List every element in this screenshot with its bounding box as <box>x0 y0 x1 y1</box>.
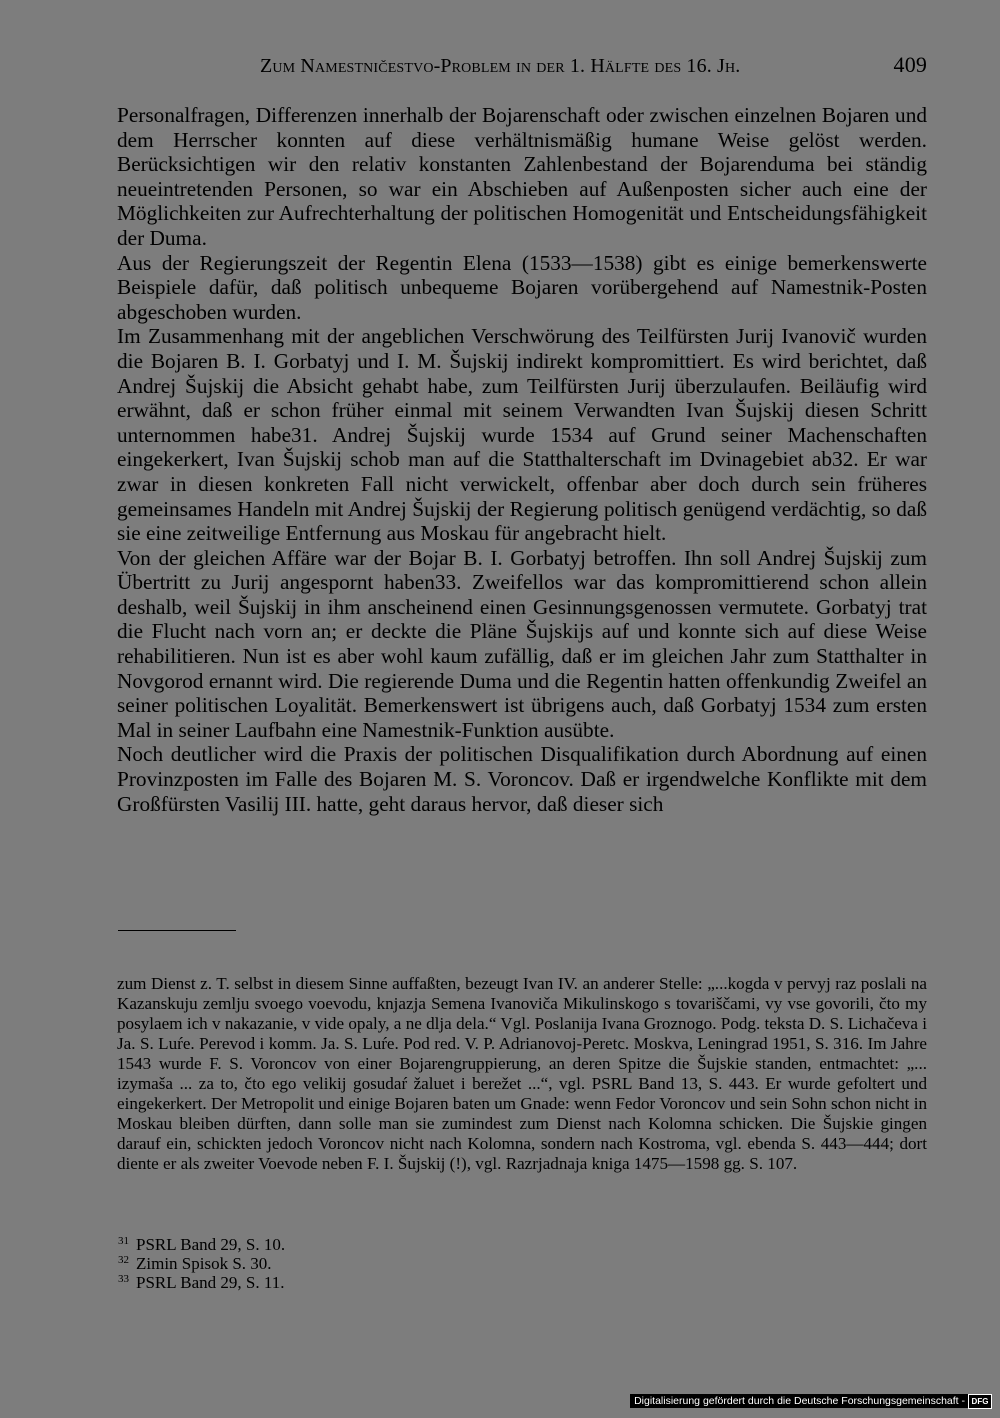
running-title: Zum Namestničestvo-Problem in der 1. Hälfte des 16. Jh. <box>260 55 741 77</box>
digitization-note: Digitalisierung gefördert durch die Deutsche Forschungsgemeinschaft - <box>630 1394 968 1408</box>
running-header <box>260 52 927 86</box>
paragraph-4: Von der gleichen Affäre war der Bojar B. I. Gorbatyj betroffen. Ihn soll Andrej Šujskij zum Übertritt zu Jurij angespornt haben33. Zweifellos war das kompromittierend schon allein deshalb, weil Šujskij in ihm anscheinend einen Gesinnungsgenossen vermutete. Gorbatyj trat die Flucht nach vorn an; er deckte die Pläne Šujskijs auf und konnte sich auf diese Weise rehabilitieren. Nun ist es aber wohl kaum zufällig, daß er im gleichen Jahr zum Statthalter in Novgorod ernannt wird. Die regierende Duma und die Regentin hatten offenkundig Zweifel an seiner politischen Loyalität. Bemerkenswert ist übrigens auch, daß Gorbatyj 1534 zum ersten Mal in seiner Laufbahn eine Namestnik-Funktion ausübte. <box>117 545 927 742</box>
footnote-33 <box>118 1273 418 1292</box>
footnote-text: Zimin Spisok S. 30. <box>136 1254 272 1274</box>
paragraph-2: Aus der Regierungszeit der Regentin Elena (1533—1538) gibt es einige bemerkenswerte Beispiele dafür, daß politisch unbequeme Bojaren vorübergehend auf Namestnik-Posten abgeschoben wurden. <box>117 250 927 324</box>
footnote-number: 32 <box>118 1254 129 1267</box>
footnote-32 <box>118 1254 418 1273</box>
footnote-divider <box>118 930 236 931</box>
paragraph-5: Noch deutlicher wird die Praxis der politischen Disqualifikation durch Abordnung auf einen Provinzposten im Falle des Bojaren M. S. Voroncov. Daß er irgendwelche Konflikte mit dem Großfürsten Vasilij III. hatte, geht daraus hervor, daß dieser sich <box>117 742 927 816</box>
footnote-text: PSRL Band 29, S. 11. <box>136 1273 285 1293</box>
main-text <box>117 103 927 816</box>
dfg-logo: DFG <box>968 1394 992 1409</box>
paragraph-3: Im Zusammenhang mit der angeblichen Verschwörung des Teilfürsten Jurij Ivanovič wurden die Bojaren B. I. Gorbatyj und I. M. Šujskij indirekt kompromittiert. Es wird berichtet, daß Andrej Šujskij die Absicht gehabt habe, zum Teilfürsten Jurij überzulaufen. Beiläufig wird erwähnt, daß er schon früher einmal mit seinem Verwandten Ivan Šujskij diesen Schritt unternommen habe31. Andrej Šujskij wurde 1534 auf Grund seiner Machenschaften eingekerkert, Ivan Šujskij schob man auf die Statthalterschaft im Dvinagebiet ab32. Er war zwar in diesen konkreten Fall nicht verwickelt, offenbar aber doch durch sein früheres gemeinsames Handeln mit Andrej Šujskij der Regierung politisch genügend verdächtig, so daß sie eine zeitweilige Entfernung aus Moskau für angebracht hielt. <box>117 324 927 546</box>
footnote-31 <box>118 1235 418 1254</box>
footnote-number: 33 <box>118 1273 129 1286</box>
page-number: 409 <box>893 52 927 77</box>
footnote-number: 31 <box>118 1235 129 1247</box>
footnote-list <box>118 1235 418 1293</box>
footnote-text: PSRL Band 29, S. 10. <box>136 1235 286 1254</box>
footnote-continued-text: zum Dienst z. T. selbst in diesem Sinne auffaßten, bezeugt Ivan IV. an anderer Stelle: „...kogda v pervyj raz poslali na Kazanskuju zemlju svoego voevodu, knjazja Semena Ivanoviča Mikulinskogo s tovariščami, vy vse govorili, čto my posylaem ich v nakazanie, v vide opaly, a ne dlja dela.“ Vgl. Poslanija Ivana Groznogo. Podg. teksta D. S. Lichačeva i Ja. S. Luŕe. Perevod i komm. Ja. S. Luŕe. Pod red. V. P. Adrianovoj-Peretc. Moskva, Leningrad 1951, S. 316. Im Jahre 1543 wurde F. S. Voroncov von einer Bojarengruppierung, an deren Spitze die Šujskie standen, entmachtet: „... izymaša ... za to, čto ego velikij gosudaŕ žaluet i berežet ...“, vgl. PSRL Band 13, S. 443. Er wurde gefoltert und eingekerkert. Der Metropolit und einige Bojaren baten um Gnade: wenn Fedor Voroncov und sein Sohn schon nicht in Moskau bleiben dürften, dann solle man sie zumindest zum Dienst nach Kolomna schicken. Die Šujskie gingen darauf ein, schickten jedoch Voroncov nicht nach Kolomna, sondern nach Kostroma, vgl. ebenda S. 443—444; dort diente er als zweiter Voevode neben F. I. Šujskij (!), vgl. Razrjadnaja kniga 1475—1598 gg. S. 107. <box>117 974 927 1173</box>
paragraph-1: Personalfragen, Differenzen innerhalb der Bojarenschaft oder zwischen einzelnen Bojaren und dem Herrscher konnten auf diese verhältnismäßig humane Weise gelöst werden. Berücksichtigen wir den relativ konstanten Zahlenbestand der Bojarenduma bei ständig neueintretenden Personen, so war ein Abschieben auf Außenposten sicher auch eine der Möglichkeiten zur Aufrechterhaltung der politischen Homogenität und Entscheidungsfähigkeit der Duma. <box>117 103 927 250</box>
